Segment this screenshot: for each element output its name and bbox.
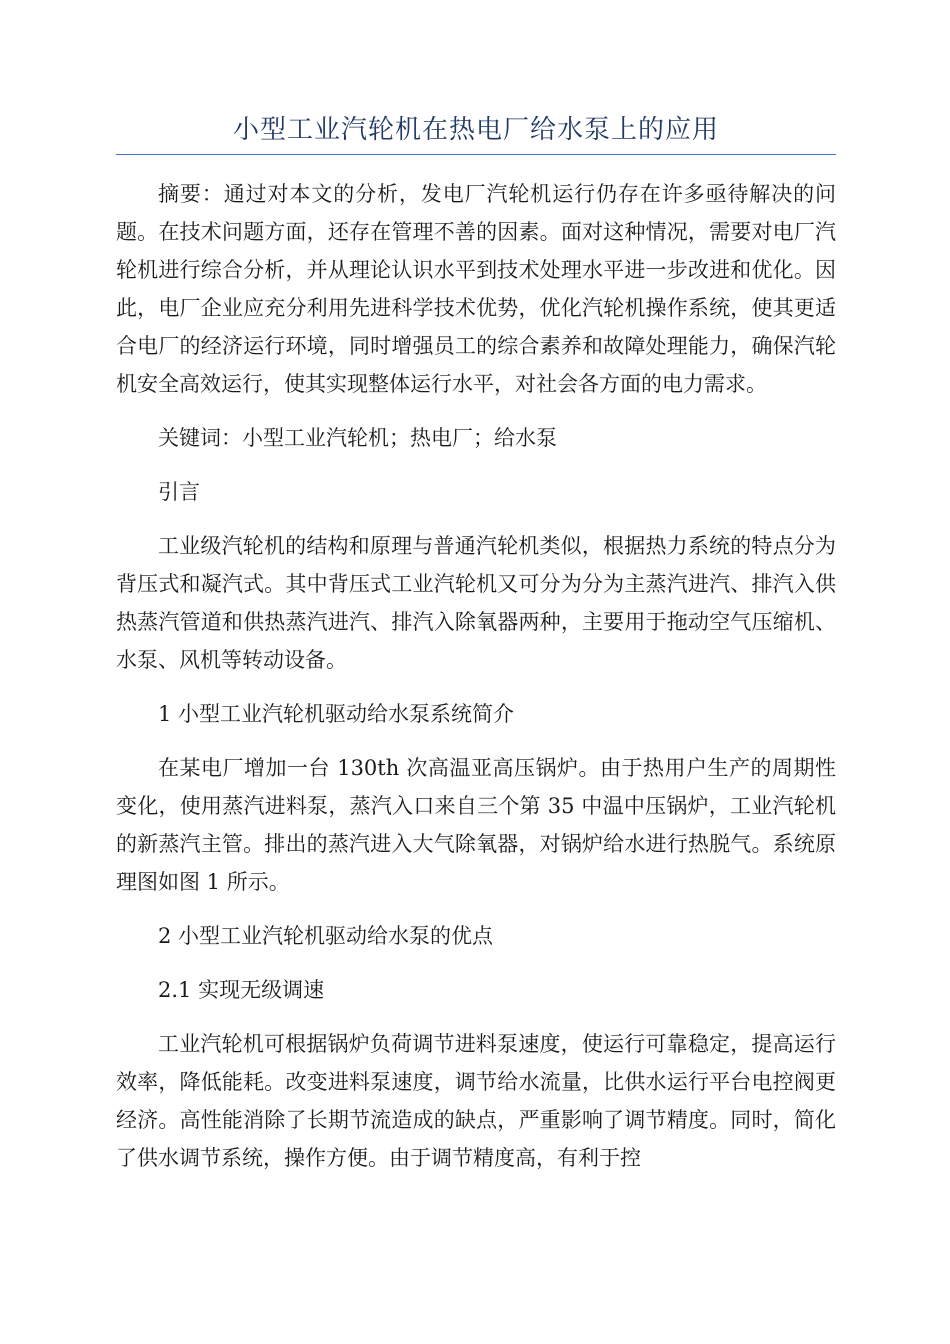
keywords-paragraph: 关键词：小型工业汽轮机；热电厂；给水泵 — [158, 426, 557, 450]
intro-heading: 引言 — [158, 480, 200, 504]
section-1-heading: 1 小型工业汽轮机驱动给水泵系统简介 — [158, 702, 515, 726]
abstract-paragraph: 摘要：通过对本文的分析，发电厂汽轮机运行仍存在许多亟待解决的问题。在技术问题方面，还存在管理不善的因素。面对这种情况，需要对电厂汽轮机进行综合分析，并从理论认识水平到技术处理水平进一步改进和优化。因此，电厂企业应充分利用先进科学技术优势，优化汽轮机操作系统，使其更适合电厂的经济运行环境，同时增强员工的综合素养和故障处理能力，确保汽轮机安全高效运行，使其实现整体运行水平，对社会各方面的电力需求。 — [116, 182, 836, 396]
section-2-1-paragraph: 工业汽轮机可根据锅炉负荷调节进料泵速度，使运行可靠稳定，提高运行效率，降低能耗。改变进料泵速度，调节给水流量，比供水运行平台电控阀更经济。高性能消除了长期节流造成的缺点，严重影响了调节精度。同时，简化了供水调节系统，操作方便。由于调节精度高，有利于控 — [116, 1032, 836, 1170]
section-2-heading: 2 小型工业汽轮机驱动给水泵的优点 — [158, 924, 494, 948]
intro-paragraph: 工业级汽轮机的结构和原理与普通汽轮机类似，根据热力系统的特点分为背压式和凝汽式。其中背压式工业汽轮机又可分为分为主蒸汽进汽、排汽入供热蒸汽管道和供热蒸汽进汽、排汽入除氧器两种，主要用于拖动空气压缩机、水泵、风机等转动设备。 — [116, 534, 836, 672]
section-2-1-heading: 2.1 实现无级调速 — [158, 978, 325, 1002]
document-page — [116, 108, 836, 1177]
section-1-paragraph: 在某电厂增加一台 130th 次高温亚高压锅炉。由于热用户生产的周期性变化，使用蒸汽进料泵，蒸汽入口来自三个第 35 中温中压锅炉，工业汽轮机的新蒸汽主管。排出的蒸汽进入大气除氧器，对锅炉给水进行热脱气。系统原理图如图 1 所示。 — [116, 756, 836, 894]
document-title: 小型工业汽轮机在热电厂给水泵上的应用 — [116, 108, 836, 155]
